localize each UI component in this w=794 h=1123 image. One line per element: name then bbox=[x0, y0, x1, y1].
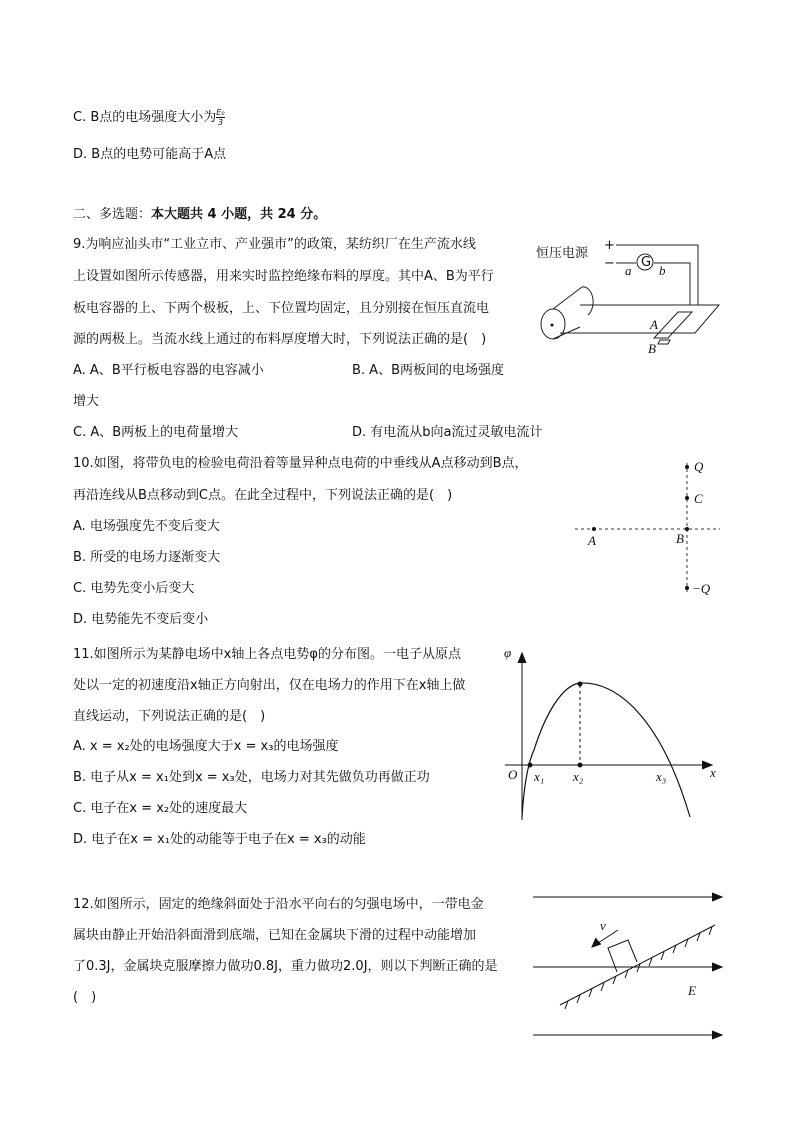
minus-label: − bbox=[604, 256, 615, 271]
q9-option-b: B. A、B两板间的电场强度 bbox=[352, 363, 504, 378]
q12-line: ( ) bbox=[73, 990, 97, 1005]
q11-option: B. 电子从x = x₁处到x = x₃处，电场力对其先做负功再做正功 bbox=[73, 770, 430, 785]
q12-line: 12.如图所示，固定的绝缘斜面处于沿水平向右的匀强电场中，一带电金 bbox=[73, 897, 484, 912]
x1-label: x₁ bbox=[534, 769, 545, 784]
origin-label: O bbox=[508, 767, 518, 782]
q10-line: 再沿连线从B点移动到C点。在此全过程中，下列说法正确的是( ) bbox=[73, 488, 453, 503]
q10-line: 10.如图，将带负电的检验电荷沿着等量异种点电荷的中垂线从A点移动到B点， bbox=[73, 456, 528, 471]
phi-axis-label: φ bbox=[504, 645, 512, 660]
q12-line: 属块由静止开始沿斜面滑到底端，已知在金属块下滑的过程中动能增加 bbox=[73, 928, 477, 943]
q10-option: C. 电势先变小后变大 bbox=[73, 581, 195, 596]
q11-line: 直线运动，下列说法正确的是( ) bbox=[73, 709, 266, 724]
q11-option: A. x = x₂处的电场强度大于x = x₃的电场强度 bbox=[73, 739, 339, 754]
capacitor-sensor-figure bbox=[520, 225, 730, 365]
fraction bbox=[216, 108, 224, 127]
q8-option-c bbox=[73, 108, 225, 127]
section-desc: 本大题共 4 小题，共 24 分。 bbox=[151, 207, 327, 222]
label-b: b bbox=[659, 263, 666, 278]
q9-line: 9.为响应汕头市“工业立市、产业强市”的政策，某纺织厂在生产流水线 bbox=[73, 237, 476, 252]
q9-option-c: C. A、B两板上的电荷量增大 bbox=[73, 425, 239, 440]
incline-field-figure bbox=[530, 885, 725, 1040]
frac-den: 3 bbox=[217, 118, 223, 127]
frac-num: E₀ bbox=[216, 108, 225, 117]
galvanometer-label: G bbox=[641, 255, 652, 270]
point-b-label: B bbox=[676, 531, 684, 546]
charge-neg-q-label: −Q bbox=[692, 581, 711, 596]
potential-graph bbox=[500, 645, 725, 825]
q8-option-d: D. B点的电势可能高于A点 bbox=[73, 147, 227, 162]
charge-q-label: Q bbox=[694, 459, 704, 474]
section-title: 二、多选题： bbox=[73, 207, 152, 222]
q9-option-d: D. 有电流从b向a流过灵敏电流计 bbox=[352, 425, 543, 440]
point-a-label: A bbox=[588, 533, 596, 548]
q10-option: D. 电势能先不变后变小 bbox=[73, 612, 209, 627]
dipole-figure bbox=[570, 455, 720, 600]
point-c-label: C bbox=[694, 491, 703, 506]
q11-option: D. 电子在x = x₁处的动能等于电子在x = x₃的动能 bbox=[73, 832, 366, 847]
option-text: C. B点的电场强度大小为 bbox=[73, 110, 217, 125]
source-label: 恒压电源 bbox=[536, 246, 589, 261]
field-label: E bbox=[688, 983, 696, 998]
q11-line: 处以一定的初速度沿x轴正方向射出，仅在电场力的作用下在x轴上做 bbox=[73, 678, 466, 693]
q9-option-b-cont: 增大 bbox=[73, 394, 100, 409]
x2-label: x₂ bbox=[573, 769, 584, 784]
x3-label: x₃ bbox=[656, 769, 667, 784]
plate-b-label: B bbox=[648, 341, 656, 356]
q10-option: A. 电场强度先不变后变大 bbox=[73, 519, 220, 534]
section-heading bbox=[73, 206, 326, 224]
q12-line: 了0.3J，金属块克服摩擦力做功0.8J，重力做功2.0J，则以下判断正确的是 bbox=[73, 959, 498, 974]
q9-line: 上设置如图所示传感器，用来实时监控绝缘布料的厚度。其中A、B为平行 bbox=[73, 269, 494, 284]
q10-option: B. 所受的电场力逐渐变大 bbox=[73, 550, 221, 565]
x-axis-label: x bbox=[710, 765, 716, 780]
q11-option: C. 电子在x = x₂处的速度最大 bbox=[73, 801, 248, 816]
q9-line: 源的两极上。当流水线上通过的布料厚度增大时，下列说法正确的是( ) bbox=[73, 332, 487, 347]
q9-line: 板电容器的上、下两个极板，上、下位置均固定，且分别接在恒压直流电 bbox=[73, 301, 490, 316]
label-a: a bbox=[625, 263, 632, 278]
q9-option-a: A. A、B平行板电容器的电容减小 bbox=[73, 363, 264, 378]
velocity-label: v bbox=[600, 918, 606, 933]
plus-label: + bbox=[604, 238, 615, 253]
q11-line: 11.如图所示为某静电场中x轴上各点电势φ的分布图。一电子从原点 bbox=[73, 647, 461, 662]
plate-a-label: A bbox=[650, 317, 658, 332]
